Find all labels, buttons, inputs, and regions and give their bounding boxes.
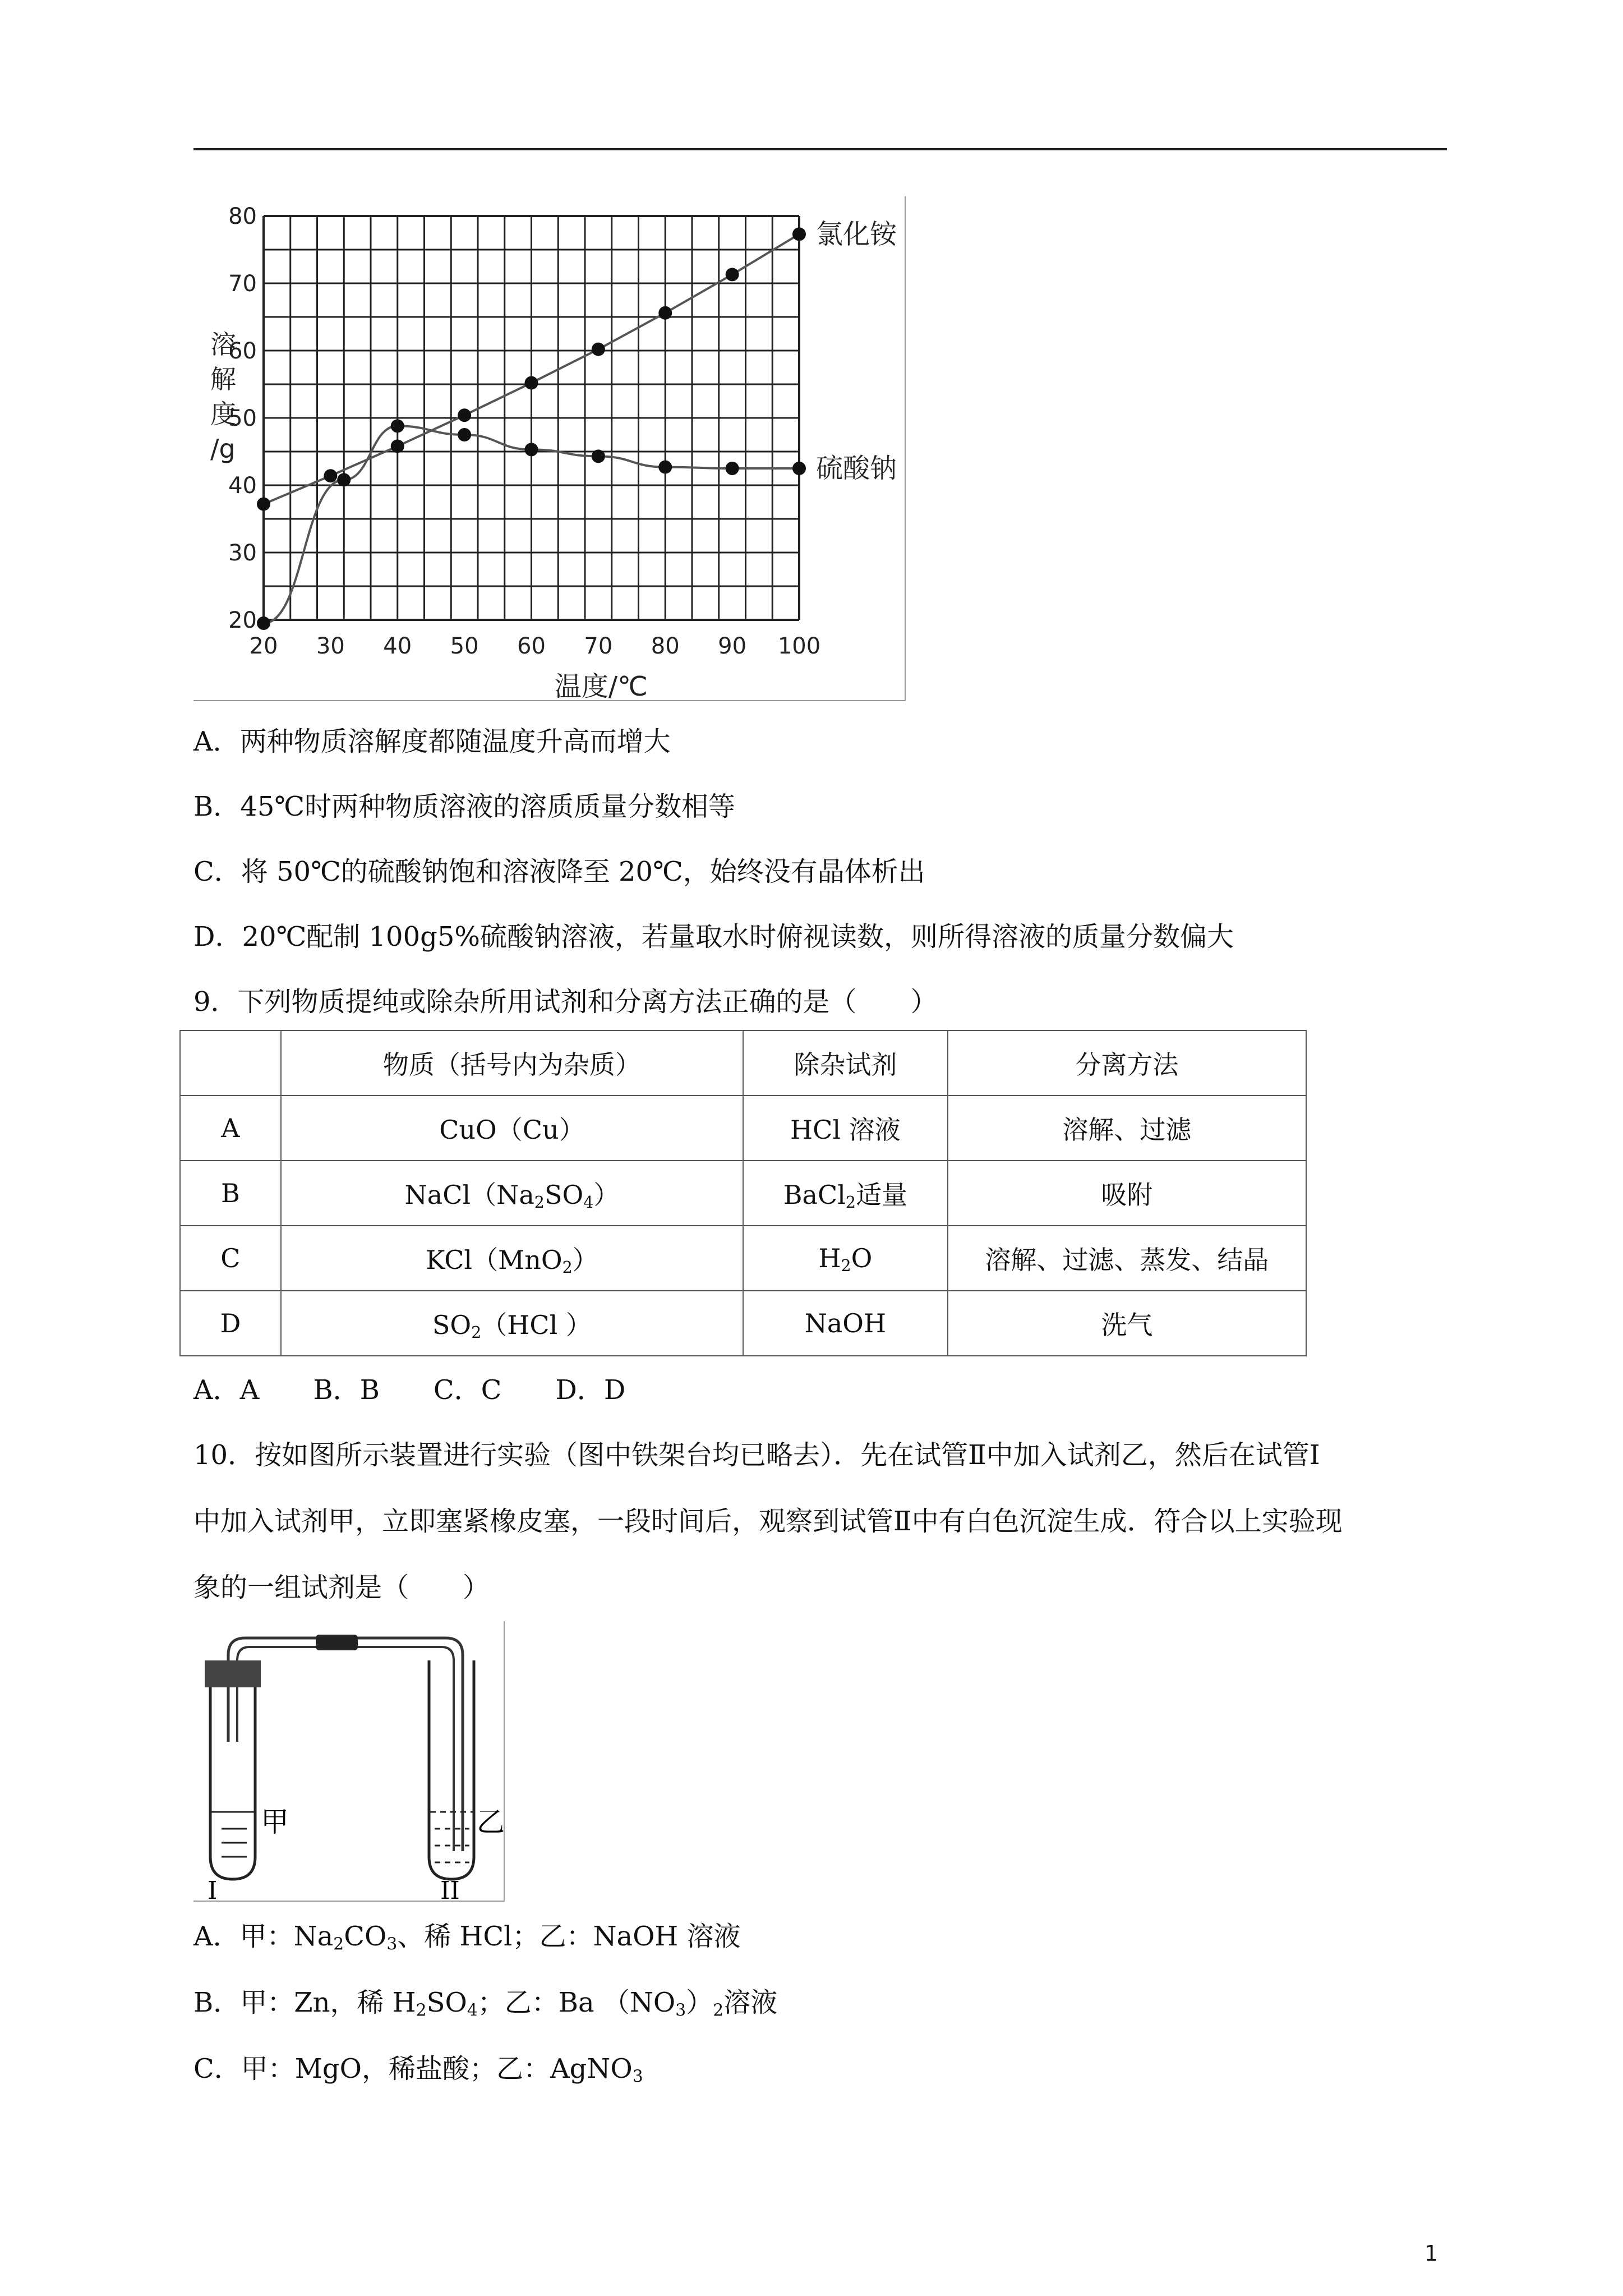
q8-option-a: A．两种物质溶解度都随温度升高而增大	[193, 726, 671, 757]
table-header-row	[180, 1030, 1306, 1096]
row-reagent: BaCl$_2$适量	[743, 1161, 948, 1226]
data-point	[257, 616, 270, 630]
data-point	[458, 408, 471, 422]
q8-option-c: C．将 50℃的硫酸钠饱和溶液降至 20℃，始终没有晶体析出	[193, 856, 925, 887]
row-substance: CuO（Cu）	[281, 1096, 743, 1161]
row-substance: $NaCl(Na_2SO_4)$	[281, 1161, 743, 1226]
x-tick-label: 50	[450, 633, 479, 659]
y-tick-label: 50	[228, 406, 257, 431]
data-point	[658, 306, 672, 320]
y-tick-label: 20	[228, 608, 257, 633]
data-point	[726, 462, 739, 475]
data-point	[525, 376, 538, 390]
data-point	[458, 428, 471, 441]
row-method: 吸附	[948, 1161, 1306, 1226]
data-point	[658, 461, 672, 474]
table-header-cell	[180, 1030, 281, 1096]
x-axis-label: 温度/℃	[554, 671, 648, 701]
x-tick-label: 90	[718, 633, 747, 659]
x-tick-label: 100	[777, 633, 821, 659]
x-tick-label: 40	[383, 633, 412, 659]
q10-stem-line1: 10．按如图所示装置进行实验（图中铁架台均已略去）．先在试管Ⅱ中加入试剂乙，然后在试管Ⅰ	[193, 1439, 1320, 1471]
x-tick-label: 20	[249, 633, 278, 659]
q10-stem-line3: 象的一组试剂是（ ）	[193, 1572, 490, 1603]
row-method: 溶解、过滤	[948, 1096, 1306, 1161]
tube-label-2: II	[440, 1876, 460, 1902]
series-label: 氯化铵	[816, 218, 897, 250]
row-substance: $SO_2(HCl$ ）	[281, 1291, 743, 1356]
apparatus-drawing	[193, 1621, 505, 1902]
q9-answer-choices: A．A B．B C．C D．D	[193, 1374, 626, 1406]
q10-option-c: C．甲：MgO，稀盐酸；乙：AgNO$_3$	[193, 2053, 643, 2087]
reagent-label-yi: 乙	[477, 1806, 505, 1838]
page-number: 1	[1424, 2241, 1438, 2266]
row-method: 溶解、过滤、蒸发、结晶	[948, 1226, 1306, 1291]
data-point	[391, 439, 404, 453]
table-row	[180, 1161, 1306, 1226]
q10-option-b: B．甲：Zn，稀 $H_2SO_4$；乙：Ba $(NO_3)_2$溶液	[193, 1987, 778, 2021]
apparatus-figure	[193, 1621, 505, 1902]
table-row	[180, 1226, 1306, 1291]
data-point	[525, 443, 538, 456]
y-axis-label: 度	[210, 399, 236, 429]
data-point	[792, 227, 806, 241]
q10-option-a: A．甲：$Na_2CO_3$、稀 HCl；乙：NaOH 溶液	[193, 1921, 741, 1954]
data-point	[257, 498, 270, 511]
header-rule	[193, 148, 1447, 150]
rubber-stopper	[205, 1660, 261, 1687]
y-tick-label: 60	[228, 338, 257, 364]
x-tick-label: 80	[651, 633, 680, 659]
y-axis-label: /g	[210, 434, 236, 464]
row-substance: KCl（MnO$_2$）	[281, 1226, 743, 1291]
row-id: A	[180, 1096, 281, 1161]
y-axis-label: 溶	[210, 329, 236, 360]
row-id: D	[180, 1291, 281, 1356]
data-point	[391, 419, 404, 432]
test-tube-1	[210, 1687, 255, 1879]
q9-stem: 9．下列物质提纯或除杂所用试剂和分离方法正确的是（ ）	[193, 986, 938, 1018]
data-point	[324, 469, 337, 482]
row-reagent: HCl 溶液	[743, 1096, 948, 1161]
data-point	[792, 462, 806, 475]
reagent-label-jia: 甲	[261, 1806, 289, 1838]
tube-label-1: I	[208, 1876, 218, 1902]
q8-option-d: D．20℃配制 100g5%硫酸钠溶液，若量取水时俯视读数，则所得溶液的质量分数偏大	[193, 921, 1234, 953]
x-tick-label: 70	[584, 633, 613, 659]
x-tick-label: 60	[517, 633, 546, 659]
q10-stem-line2: 中加入试剂甲，立即塞紧橡皮塞，一段时间后，观察到试管Ⅱ中有白色沉淀生成．符合以上实验现	[193, 1506, 1343, 1537]
row-id: B	[180, 1161, 281, 1226]
row-id: C	[180, 1226, 281, 1291]
y-tick-label: 70	[228, 271, 257, 297]
x-tick-label: 30	[316, 633, 345, 659]
row-method: 洗气	[948, 1291, 1306, 1356]
table-header-cell: 除杂试剂	[743, 1030, 948, 1096]
y-tick-label: 30	[228, 540, 257, 566]
y-axis-label: 解	[210, 364, 236, 394]
table-header-cell: 物质（括号内为杂质）	[281, 1030, 743, 1096]
solubility-chart	[193, 196, 906, 701]
q8-option-b: B．45℃时两种物质溶液的溶质质量分数相等	[193, 791, 736, 822]
solubility-chart-figure	[193, 196, 906, 701]
q9-table	[179, 1030, 1307, 1356]
data-point	[592, 449, 605, 463]
table-row	[180, 1291, 1306, 1356]
data-point	[592, 343, 605, 356]
series-label: 硫酸钠	[816, 453, 897, 484]
table-header-cell: 分离方法	[948, 1030, 1306, 1096]
row-reagent: NaOH	[743, 1291, 948, 1356]
rubber-connector	[316, 1635, 358, 1650]
row-reagent: $H_2O$	[743, 1226, 948, 1291]
data-point	[726, 268, 739, 281]
y-tick-label: 40	[228, 473, 257, 499]
y-tick-label: 80	[228, 204, 257, 229]
data-point	[337, 473, 351, 486]
table-row	[180, 1096, 1306, 1161]
